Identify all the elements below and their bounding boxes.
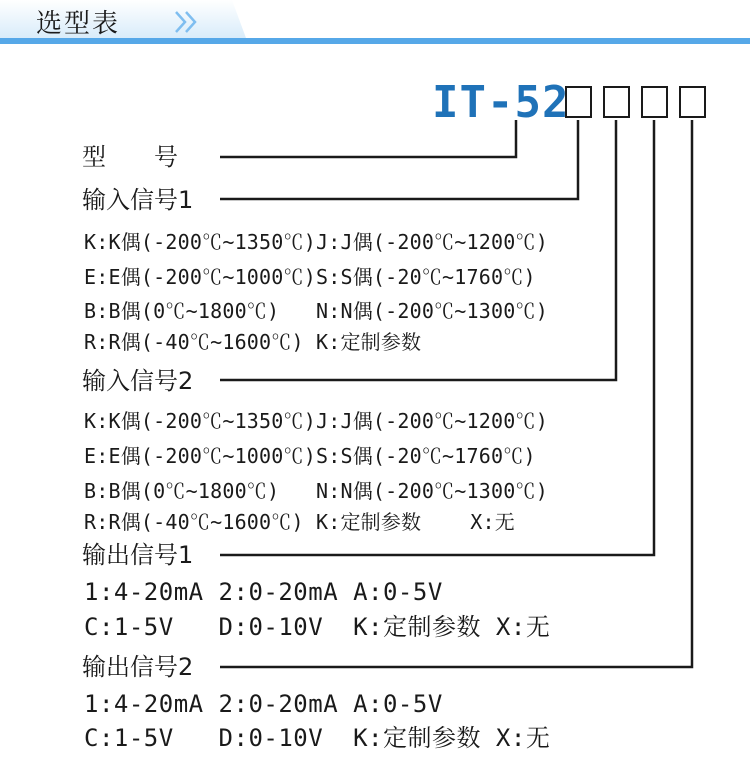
connector-model — [220, 120, 516, 157]
input1-label: 输入信号1 — [82, 186, 194, 214]
model-code: IT-52 — [432, 77, 570, 128]
output1-option: C:1-5V D:0-10V K:定制参数 X:无 — [84, 613, 551, 641]
input2-option: B:B偶(0℃~1800℃) N:N偶(-200℃~1300℃) — [84, 479, 548, 503]
input1-option: R:R偶(-40℃~1600℃) K:定制参数 — [84, 330, 422, 354]
input1-option: E:E偶(-200℃~1000℃)S:S偶(-20℃~1760℃) — [84, 265, 536, 289]
input1-option: K:K偶(-200℃~1350℃)J:J偶(-200℃~1200℃) — [84, 230, 548, 254]
output2-option: C:1-5V D:0-10V K:定制参数 X:无 — [84, 724, 551, 752]
input1-option: B:B偶(0℃~1800℃) N:N偶(-200℃~1300℃) — [84, 299, 548, 323]
connector-input1 — [220, 120, 578, 199]
output2-option: 1:4-20mA 2:0-20mA A:0-5V — [84, 690, 443, 718]
input2-option: E:E偶(-200℃~1000℃)S:S偶(-20℃~1760℃) — [84, 444, 536, 468]
output1-label: 输出信号1 — [82, 541, 194, 569]
output1-option: 1:4-20mA 2:0-20mA A:0-5V — [84, 578, 443, 606]
header-title: 选型表 — [36, 9, 121, 39]
output2-label: 输出信号2 — [82, 653, 194, 681]
input2-option: R:R偶(-40℃~1600℃) K:定制参数 X:无 — [84, 510, 515, 534]
input2-option: K:K偶(-200℃~1350℃)J:J偶(-200℃~1200℃) — [84, 409, 548, 433]
input2-label: 输入信号2 — [82, 367, 194, 395]
model-label: 型 号 — [82, 143, 178, 171]
